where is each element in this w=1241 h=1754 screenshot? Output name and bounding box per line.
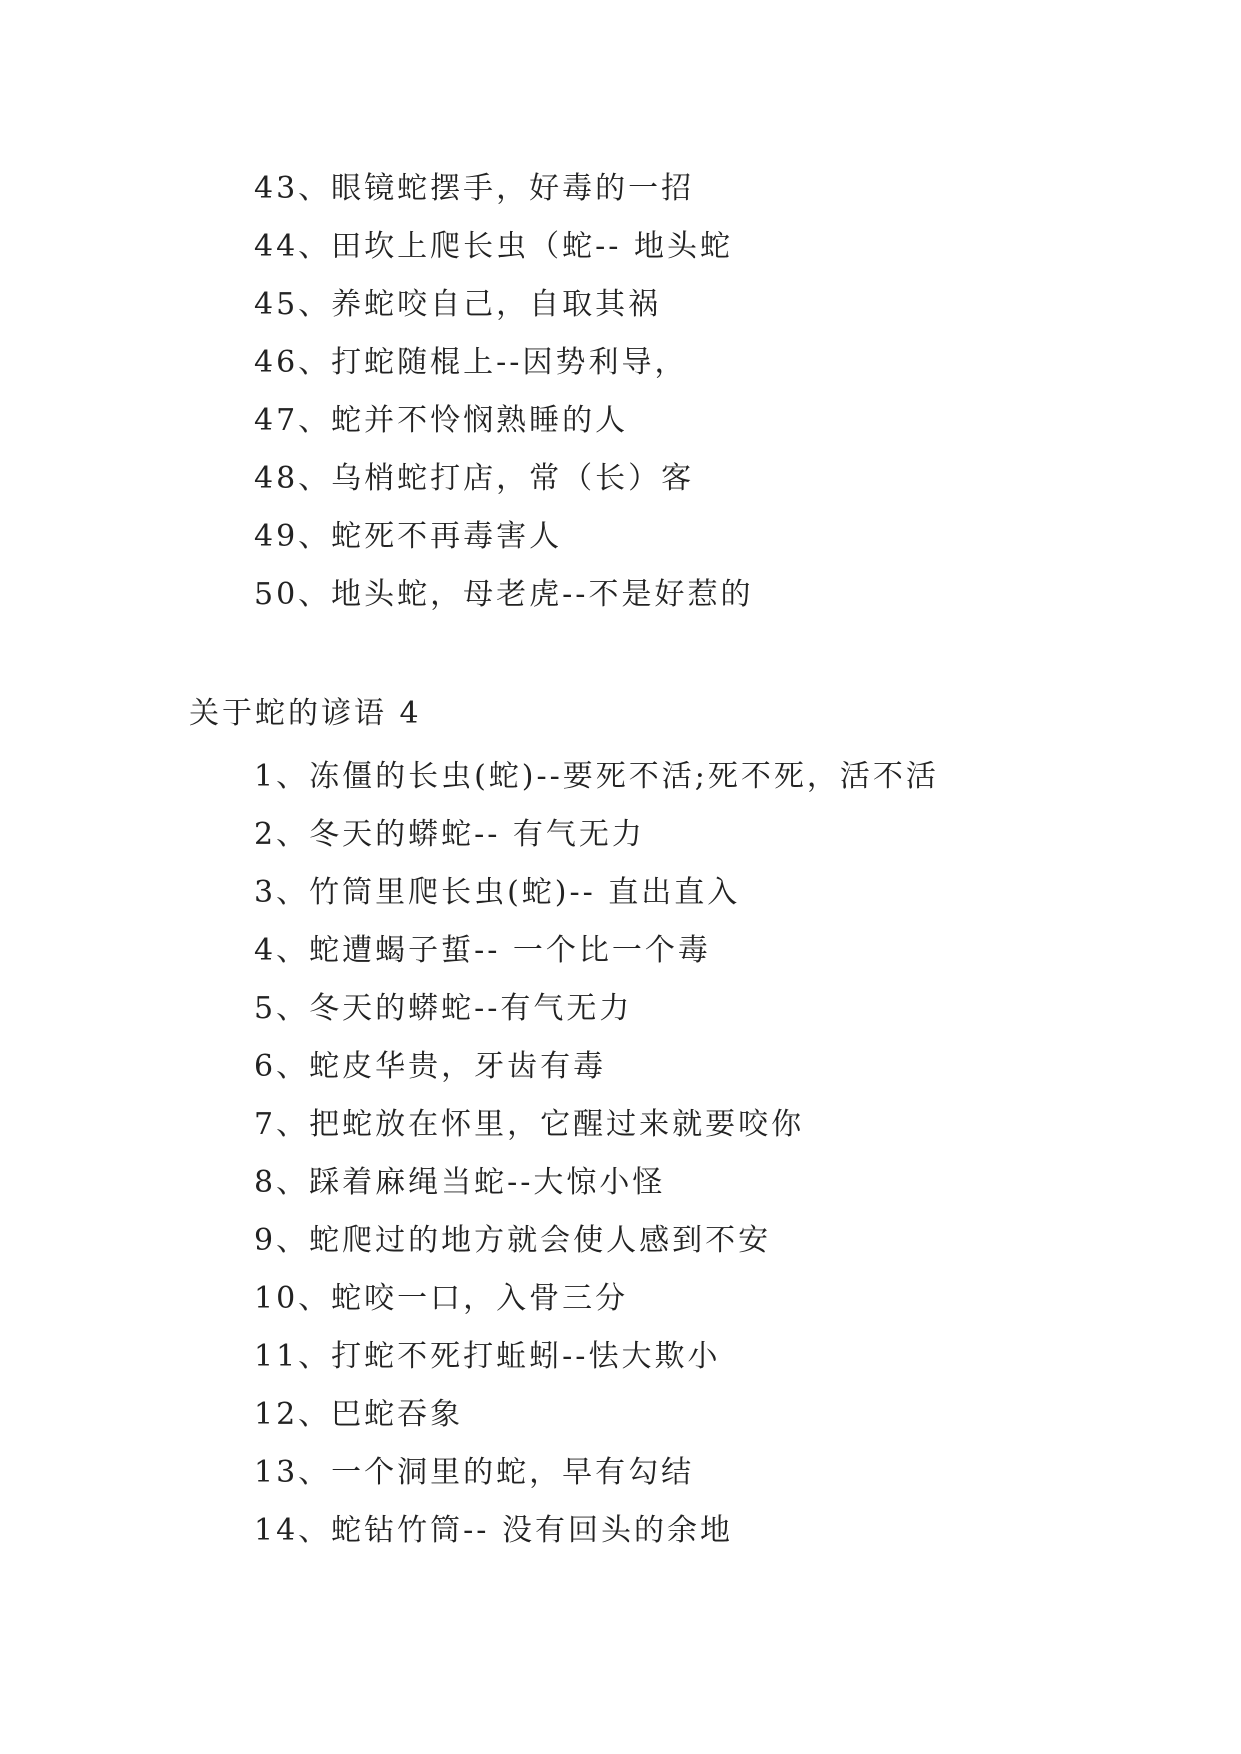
list-item: 50、地头蛇，母老虎--不是好惹的 <box>254 577 754 612</box>
list-item: 3、竹筒里爬长虫(蛇)-- 直出直入 <box>254 875 741 910</box>
list-item: 5、冬天的蟒蛇--有气无力 <box>254 991 633 1026</box>
list-item: 13、一个洞里的蛇，早有勾结 <box>254 1455 695 1490</box>
list-item: 14、蛇钻竹筒-- 没有回头的余地 <box>254 1513 733 1548</box>
list-item: 10、蛇咬一口，入骨三分 <box>254 1281 629 1316</box>
section-heading: 关于蛇的谚语 4 <box>189 696 422 731</box>
list-item: 1、冻僵的长虫(蛇)--要死不活;死不死，活不活 <box>254 759 939 794</box>
list-item: 2、冬天的蟒蛇-- 有气无力 <box>254 817 645 852</box>
list-item: 45、养蛇咬自己，自取其祸 <box>254 287 662 322</box>
list-item: 6、蛇皮华贵，牙齿有毒 <box>254 1049 607 1084</box>
list-item: 47、蛇并不怜悯熟睡的人 <box>254 403 629 438</box>
list-item: 9、蛇爬过的地方就会使人感到不安 <box>254 1223 772 1258</box>
list-item: 48、乌梢蛇打店，常（长）客 <box>254 461 695 496</box>
list-item: 49、蛇死不再毒害人 <box>254 519 563 554</box>
proverb-list-continued <box>254 160 753 624</box>
list-item: 11、打蛇不死打蚯蚓--怯大欺小 <box>254 1339 721 1374</box>
list-item: 4、蛇遭蝎子蜇-- 一个比一个毒 <box>254 933 711 968</box>
list-item: 7、把蛇放在怀里，它醒过来就要咬你 <box>254 1107 805 1142</box>
list-item: 46、打蛇随棍上--因势利导， <box>254 345 688 380</box>
list-item: 44、田坎上爬长虫（蛇-- 地头蛇 <box>254 229 733 264</box>
proverb-list <box>254 748 939 1560</box>
list-item: 12、巴蛇吞象 <box>254 1397 464 1432</box>
list-item: 8、踩着麻绳当蛇--大惊小怪 <box>254 1165 666 1200</box>
list-item: 43、眼镜蛇摆手，好毒的一招 <box>254 171 695 206</box>
